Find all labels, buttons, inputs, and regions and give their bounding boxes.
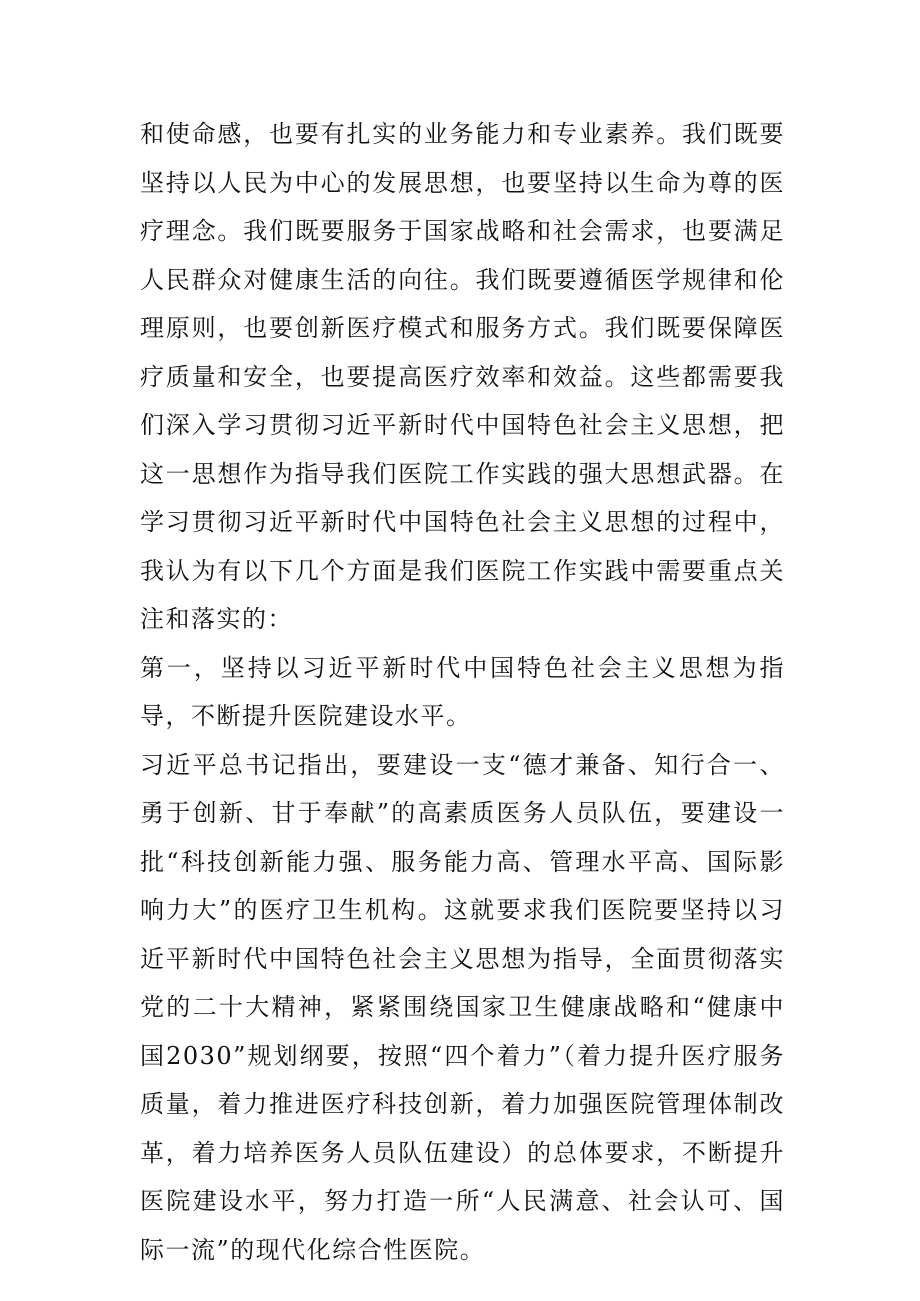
paragraph-heading-first: 第一，坚持以习近平新时代中国特色社会主义思想为指导，不断提升医院建设水平。 xyxy=(140,653,785,730)
document-body xyxy=(140,110,785,1274)
paragraph-body: 习近平总书记指出，要建设一支“德才兼备、知行合一、勇于创新、甘于奉献”的高素质医务人员队伍，要建设一批“科技创新能力强、服务能力高、管理水平高、国际影响力大”的医疗卫生机构。这就要求我们医院要坚持以习近平新时代中国特色社会主义思想为指导，全面贯彻落实党的二十大精神，紧紧围绕国家卫生健康战略和“健康中国2030”规划纲要，按照“四个着力”（着力提升医疗服务质量，着力推进医疗科技创新，着力加强医院管理体制改革，着力培养医务人员队伍建设）的总体要求，不断提升医院建设水平，努力打造一所“人民满意、社会认可、国际一流”的现代化综合性医院。 xyxy=(140,750,785,1264)
paragraph-intro: 和使命感，也要有扎实的业务能力和专业素养。我们既要坚持以人民为中心的发展思想，也要坚持以生命为尊的医疗理念。我们既要服务于国家战略和社会需求，也要满足人民群众对健康生活的向往。我们既要遵循医学规律和伦理原则，也要创新医疗模式和服务方式。我们既要保障医疗质量和安全，也要提高医疗效率和效益。这些都需要我们深入学习贯彻习近平新时代中国特色社会主义思想，把这一思想作为指导我们医院工作实践的强大思想武器。在学习贯彻习近平新时代中国特色社会主义思想的过程中，我认为有以下几个方面是我们医院工作实践中需要重点关注和落实的： xyxy=(140,120,785,633)
